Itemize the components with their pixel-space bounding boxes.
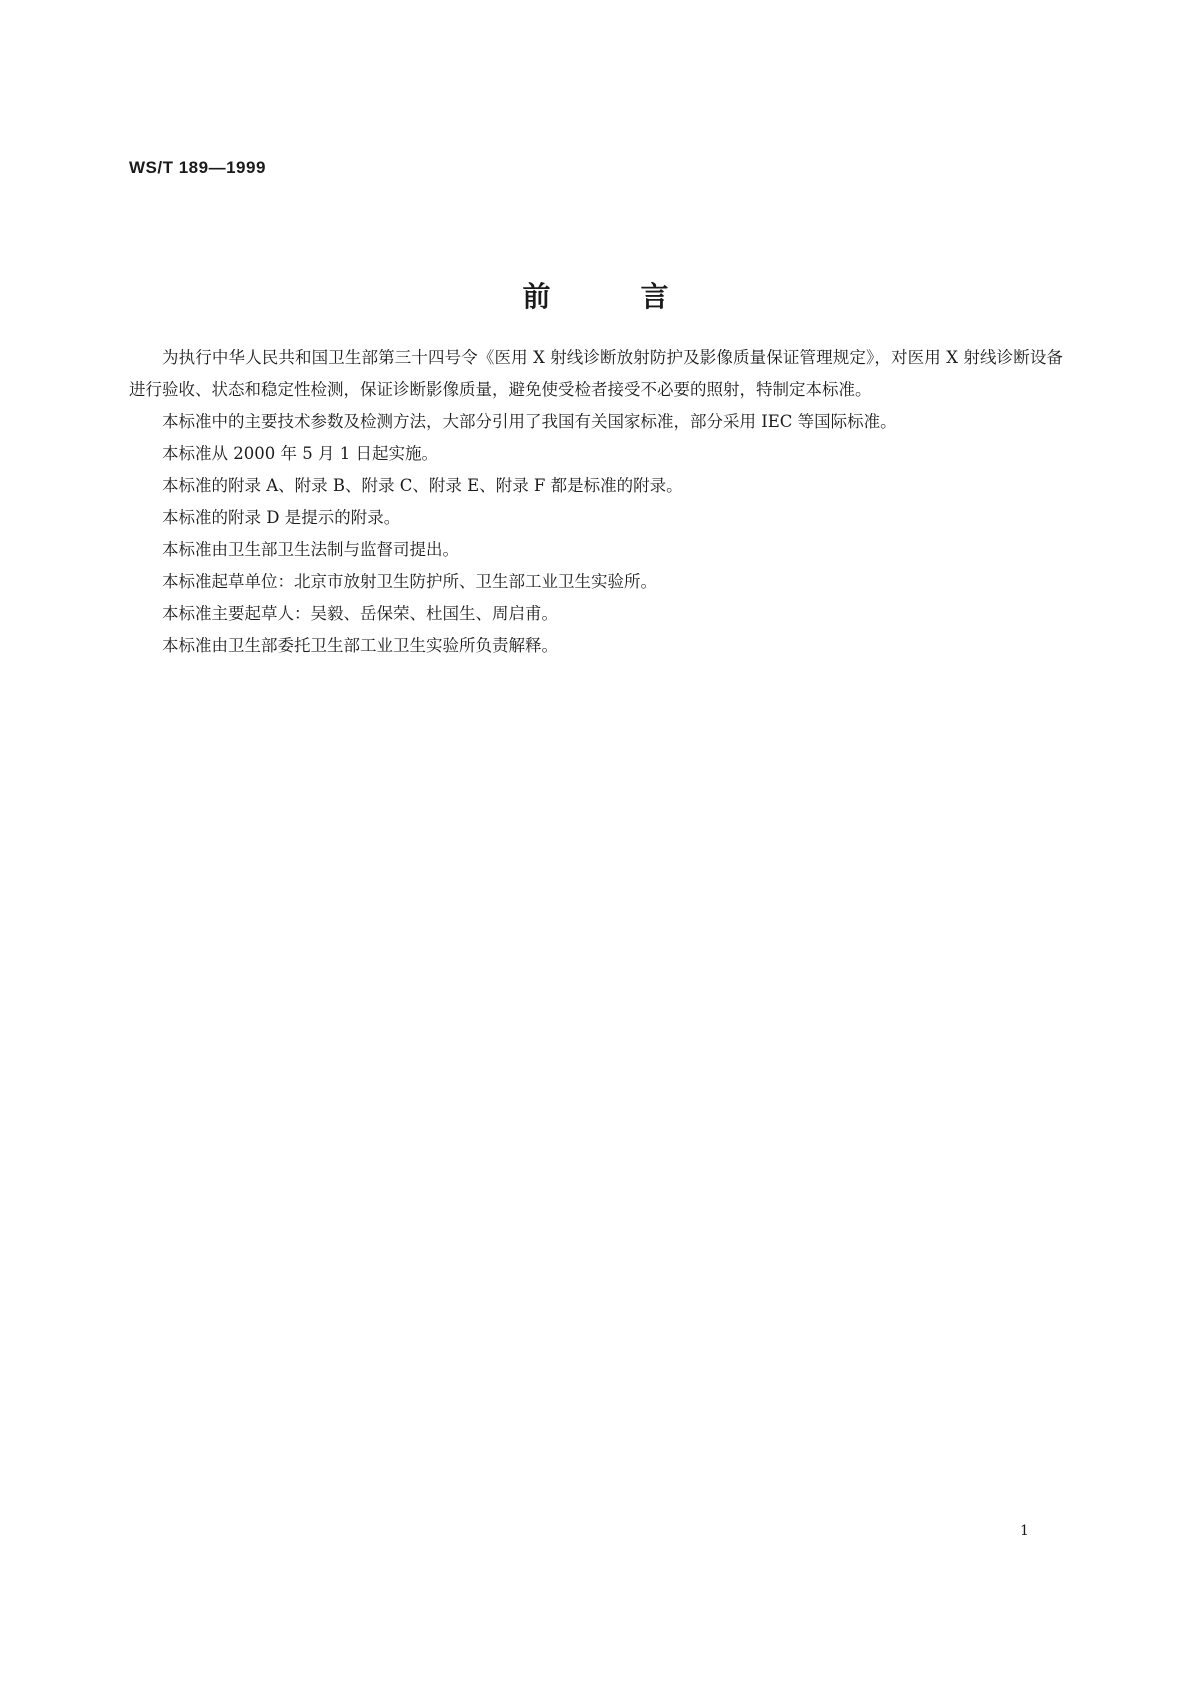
- paragraph: 本标准的附录 D 是提示的附录。: [162, 508, 401, 527]
- paragraph: 本标准由卫生部委托卫生部工业卫生实验所负责解释。: [162, 636, 558, 655]
- standard-code: WS/T 189—1999: [129, 158, 266, 177]
- paragraph: 本标准主要起草人：吴毅、岳保荣、杜国生、周启甫。: [162, 604, 558, 623]
- page-number: 1: [1020, 1523, 1029, 1539]
- paragraph: 本标准的附录 A、附录 B、附录 C、附录 E、附录 F 都是标准的附录。: [162, 476, 683, 495]
- paragraph: 本标准从 2000 年 5 月 1 日起实施。: [162, 444, 438, 463]
- page-title: 前言: [522, 280, 759, 313]
- paragraph: 本标准中的主要技术参数及检测方法，大部分引用了我国有关国家标准，部分采用 IEC 等国际标准。: [162, 412, 897, 431]
- paragraph: 本标准起草单位：北京市放射卫生防护所、卫生部工业卫生实验所。: [162, 572, 657, 591]
- paragraph: 为执行中华人民共和国卫生部第三十四号令《医用 X 射线诊断放射防护及影像质量保证管理规定》，对医用 X 射线诊断设备进行验收、状态和稳定性检测，保证诊断影像质量，避免使受检者接受不必要的照射，特制定本标准。: [129, 348, 1063, 399]
- paragraph: 本标准由卫生部卫生法制与监督司提出。: [162, 540, 459, 559]
- foreword-body: [129, 342, 1063, 662]
